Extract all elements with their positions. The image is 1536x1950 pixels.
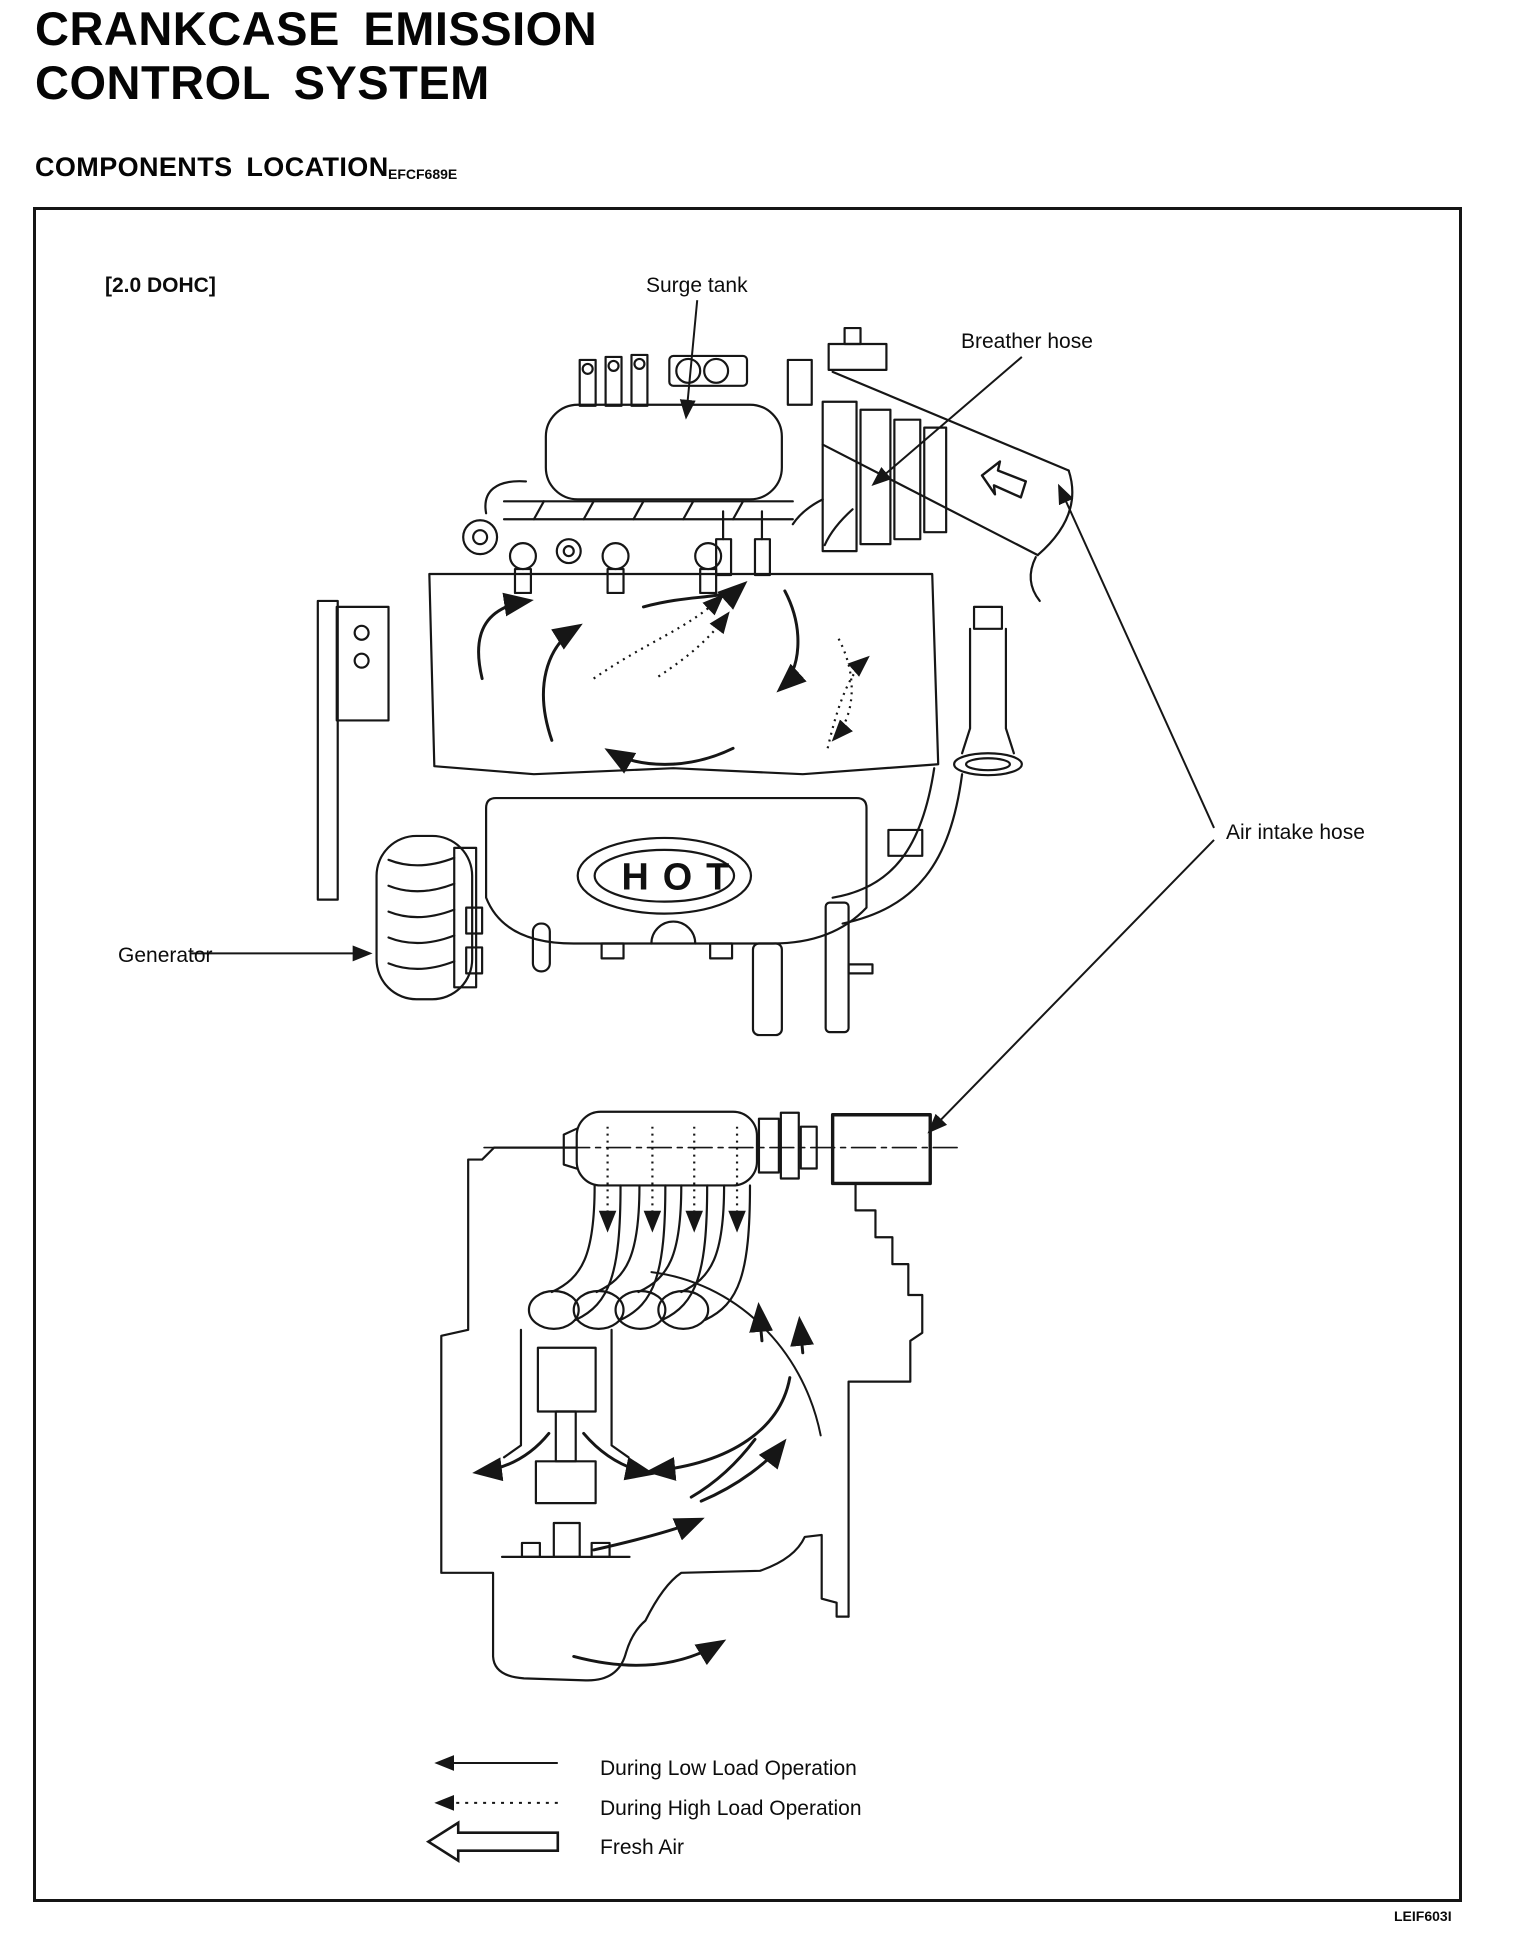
generator-shape	[377, 836, 483, 999]
air-intake-hose-section-shape	[833, 1115, 931, 1184]
section-code: EFCF689E	[388, 166, 458, 182]
page-title	[35, 2, 597, 110]
crankcase-flow-arrows	[479, 585, 867, 764]
engine-block-outline	[441, 1148, 848, 1681]
intake-runners-shape	[529, 1185, 750, 1328]
air-intake-hose-leader-down	[930, 840, 1214, 1131]
section-heading: COMPONENTS LOCATION	[35, 152, 389, 182]
label-surge-tank: Surge tank	[646, 274, 748, 297]
callout-leaders	[191, 300, 1214, 1130]
blowby-flow-arrows	[478, 1127, 803, 1666]
legend-item-fresh-air: Fresh Air	[600, 1836, 685, 1859]
fresh-air-arrow-icon	[982, 462, 1026, 498]
legend-item-high-load: During High Load Operation	[600, 1797, 862, 1820]
hot-badge: HOT	[621, 856, 744, 899]
pcv-valve-shape	[502, 1330, 629, 1557]
label-breather-hose: Breather hose	[961, 330, 1093, 353]
legend-item-low-load: During Low Load Operation	[600, 1757, 857, 1780]
label-air-intake-hose: Air intake hose	[1226, 821, 1365, 844]
legend-symbols	[428, 1763, 557, 1861]
label-engine-variant: [2.0 DOHC]	[105, 274, 216, 297]
air-intake-hose-leader-up	[1060, 487, 1214, 828]
surge-tank-shape	[546, 405, 782, 500]
diagram-frame	[33, 207, 1462, 1902]
fresh-air-legend-arrow-icon	[428, 1823, 557, 1861]
rocker-cover-shape	[429, 574, 938, 774]
engine-diagram-art	[36, 210, 1459, 1899]
figure-code: LEIF603I	[1394, 1908, 1452, 1924]
page-title-line-2: CONTROL SYSTEM	[35, 56, 490, 109]
page-title-line-1: CRANKCASE EMISSION	[35, 2, 598, 55]
label-generator: Generator	[118, 944, 213, 967]
